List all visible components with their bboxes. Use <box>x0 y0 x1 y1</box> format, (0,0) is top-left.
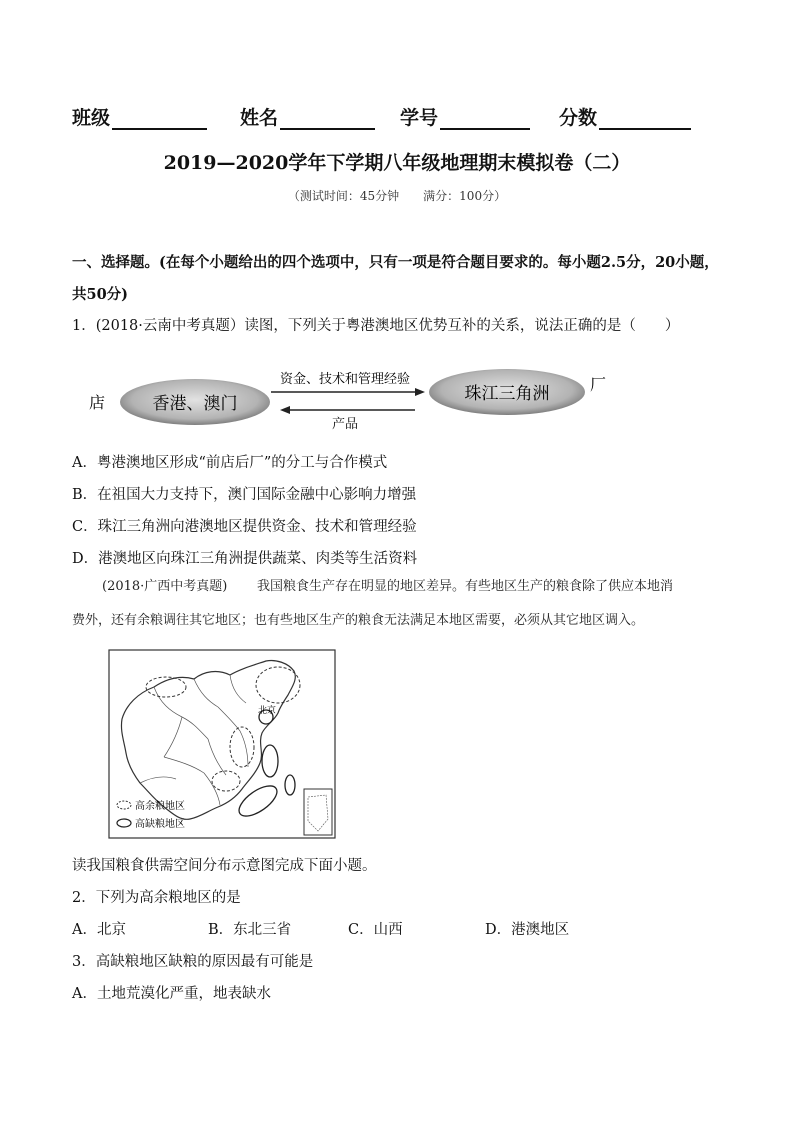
question-1-stem: 1．(2018·云南中考真题）读图，下列关于粤港澳地区优势互补的关系，说法正确的是（ ） <box>72 318 680 334</box>
class-label: 班级 <box>72 107 111 129</box>
diagram-bottom-arrow-label: 产品 <box>331 417 359 432</box>
name-field[interactable] <box>240 103 375 130</box>
question-2-options <box>72 918 632 942</box>
section-1-heading: 一、选择题。(在每个小题给出的四个选项中，只有一项是符合题目要求的。每小题2.5分，20小题，共50分) <box>72 254 719 303</box>
exam-subtitle: （测试时间：45分钟 满分：100分） <box>287 189 507 203</box>
passage-source: (2018·广西中考真题) <box>102 579 228 594</box>
question-2-stem: 2．下列为高余粮地区的是 <box>72 890 241 906</box>
legend-surplus-label: 高余粮地区 <box>135 801 185 812</box>
question-1-option-d[interactable]: D．港澳地区向珠江三角洲提供蔬菜、肉类等生活资料 <box>72 551 418 567</box>
number-blank[interactable] <box>440 108 530 130</box>
student-info-row <box>72 103 722 131</box>
question-1-option-a[interactable]: A．粤港澳地区形成“前店后厂”的分工与合作模式 <box>72 455 388 471</box>
name-label: 姓名 <box>240 107 279 129</box>
question-1-option-b[interactable]: B．在祖国大力支持下，澳门国际金融中心影响力增强 <box>72 487 417 503</box>
question-3-stem: 3．高缺粮地区缺粮的原因最有可能是 <box>72 954 314 970</box>
question-2-option-b[interactable]: B．东北三省 <box>208 922 292 938</box>
class-blank[interactable] <box>112 108 207 130</box>
diagram-top-arrow-label: 资金、技术和管理经验 <box>279 372 411 387</box>
diagram-right-end-label: 厂 <box>590 375 607 394</box>
score-blank[interactable] <box>599 108 691 130</box>
passage-text-1: 我国粮食生产存在明显的地区差异。有些地区生产的粮食除了供应本地消 <box>257 579 674 594</box>
question-2-option-c[interactable]: C．山西 <box>348 922 403 938</box>
diagram-left-end-label: 店 <box>89 393 106 412</box>
class-field[interactable] <box>72 103 207 130</box>
legend-deficit-label: 高缺粮地区 <box>135 819 185 830</box>
question-2-option-d[interactable]: D．港澳地区 <box>485 922 570 938</box>
score-field[interactable] <box>559 103 691 130</box>
question-2-option-a[interactable]: A．北京 <box>72 922 126 938</box>
bottom-arrow-head <box>280 406 290 414</box>
map-instruction: 读我国粮食供需空间分布示意图完成下面小题。 <box>72 858 377 874</box>
passage-text-2: 费外，还有余粮调往其它地区；也有些地区生产的粮食无法满足本地区需要，必须从其它地区调入。 <box>72 613 645 628</box>
passage <box>72 570 724 638</box>
question-3-option-a[interactable]: A．土地荒漠化严重，地表缺水 <box>72 986 271 1002</box>
diagram-left-box-label: 香港、澳门 <box>152 394 238 414</box>
name-blank[interactable] <box>280 108 375 130</box>
hk-macao-pearl-delta-diagram <box>75 356 615 434</box>
passage-line-1 <box>72 570 724 604</box>
number-field[interactable] <box>400 103 530 130</box>
top-arrow-head <box>415 388 425 396</box>
question-1-option-c[interactable]: C．珠江三角洲向港澳地区提供资金、技术和管理经验 <box>72 519 417 535</box>
number-label: 学号 <box>400 107 439 129</box>
map-label-beijing: 北京 <box>258 706 277 716</box>
china-grain-map <box>108 649 336 839</box>
diagram-right-box-label: 珠江三角洲 <box>464 384 550 404</box>
score-label: 分数 <box>559 107 598 129</box>
exam-title: 2019—2020学年下学期八年级地理期末模拟卷（二） <box>163 152 631 174</box>
